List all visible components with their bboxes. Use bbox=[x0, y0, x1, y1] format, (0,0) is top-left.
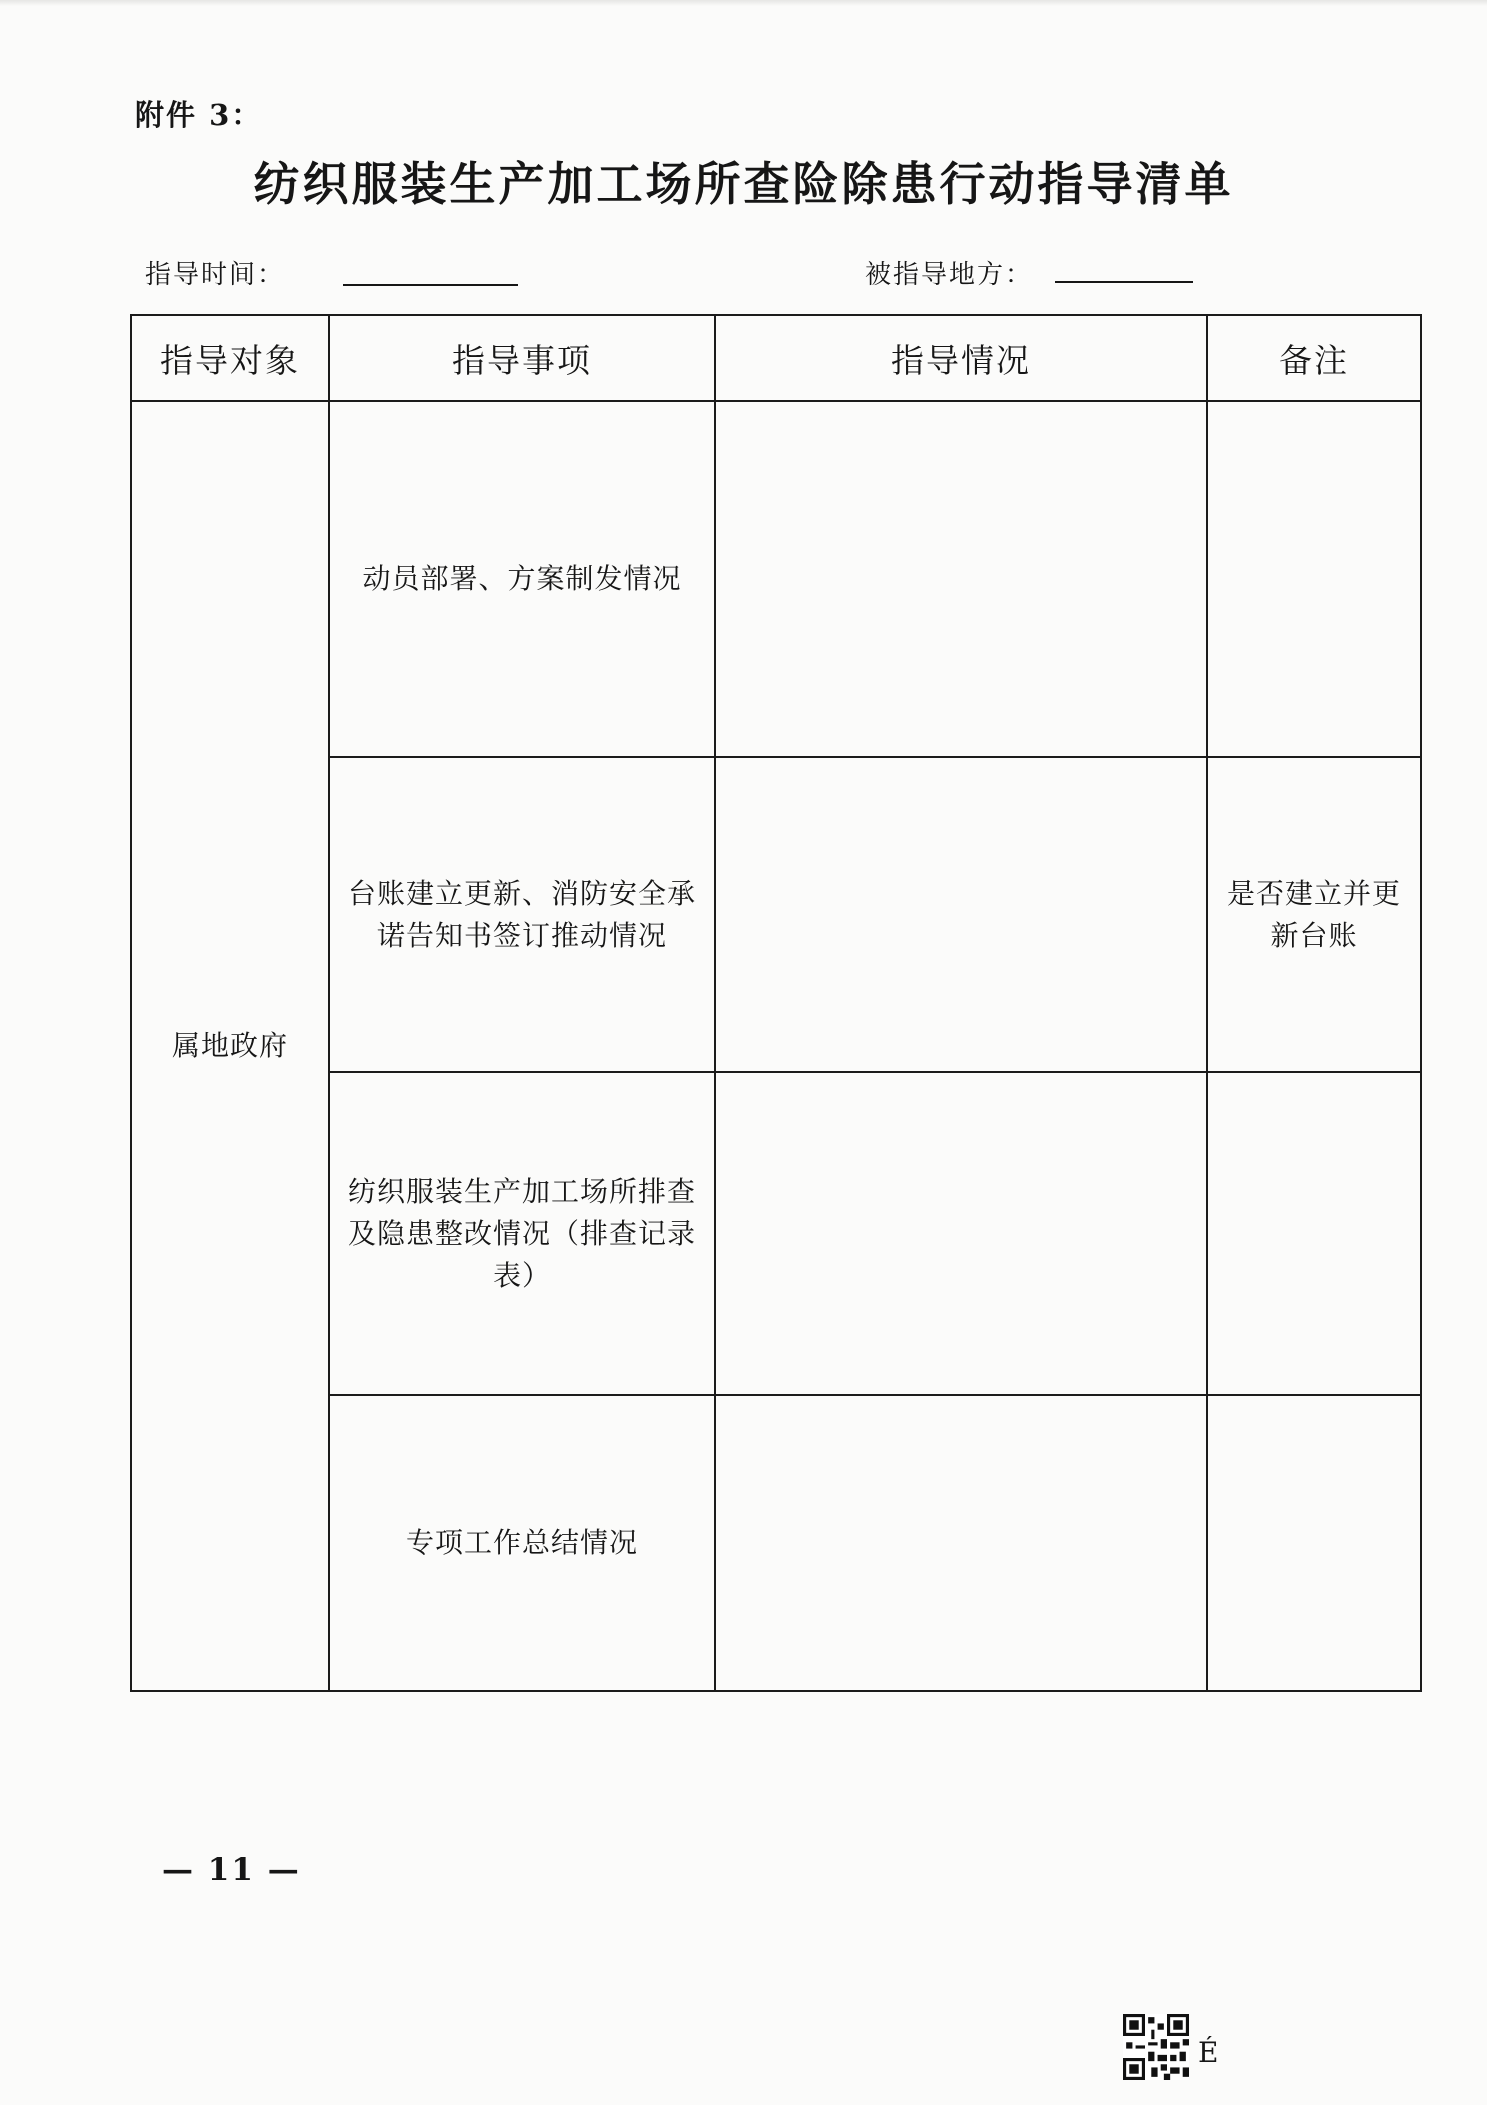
page-number: — 11 — bbox=[162, 1852, 301, 1888]
guidance-time-blank bbox=[343, 284, 518, 286]
document-title: 纺织服装生产加工场所查险除患行动指导清单 bbox=[253, 157, 1234, 211]
guidance-time-label: 指导时间： bbox=[145, 260, 286, 290]
note-cell bbox=[1207, 401, 1421, 757]
table-row bbox=[131, 401, 1421, 757]
attachment-label: 附件 3： bbox=[135, 98, 263, 132]
situation-cell[interactable] bbox=[715, 1072, 1207, 1395]
header-note: 备注 bbox=[1207, 315, 1421, 401]
corner-mark: É bbox=[1198, 2036, 1219, 2069]
note-cell bbox=[1207, 1072, 1421, 1395]
item-cell bbox=[329, 1072, 715, 1395]
note-text: 是否建立并更新台账 bbox=[1226, 876, 1401, 952]
target-cell: 属地政府 bbox=[131, 401, 329, 1691]
header-target: 指导对象 bbox=[131, 315, 329, 401]
scan-edge bbox=[0, 0, 1487, 6]
guided-place-blank bbox=[1055, 281, 1193, 283]
item-text: 纺织服装生产加工场所排查及隐患整改情况（排查记录表） bbox=[347, 1174, 696, 1292]
item-text: 专项工作总结情况 bbox=[405, 1526, 638, 1559]
header-situation: 指导情况 bbox=[715, 315, 1207, 401]
situation-cell[interactable] bbox=[715, 757, 1207, 1072]
item-cell bbox=[329, 401, 715, 757]
item-text: 台账建立更新、消防安全承诺告知书签订推动情况 bbox=[347, 876, 696, 952]
table-header-row bbox=[131, 315, 1421, 401]
item-text: 动员部署、方案制发情况 bbox=[362, 562, 682, 595]
situation-cell[interactable] bbox=[715, 1395, 1207, 1691]
note-cell bbox=[1207, 1395, 1421, 1691]
item-cell bbox=[329, 1395, 715, 1691]
item-cell bbox=[329, 757, 715, 1072]
qr-code-icon bbox=[1123, 2014, 1189, 2080]
situation-cell[interactable] bbox=[715, 401, 1207, 757]
guided-place-label: 被指导地方： bbox=[865, 260, 1034, 290]
guidance-table bbox=[130, 314, 1422, 1692]
note-cell bbox=[1207, 757, 1421, 1072]
header-item: 指导事项 bbox=[329, 315, 715, 401]
